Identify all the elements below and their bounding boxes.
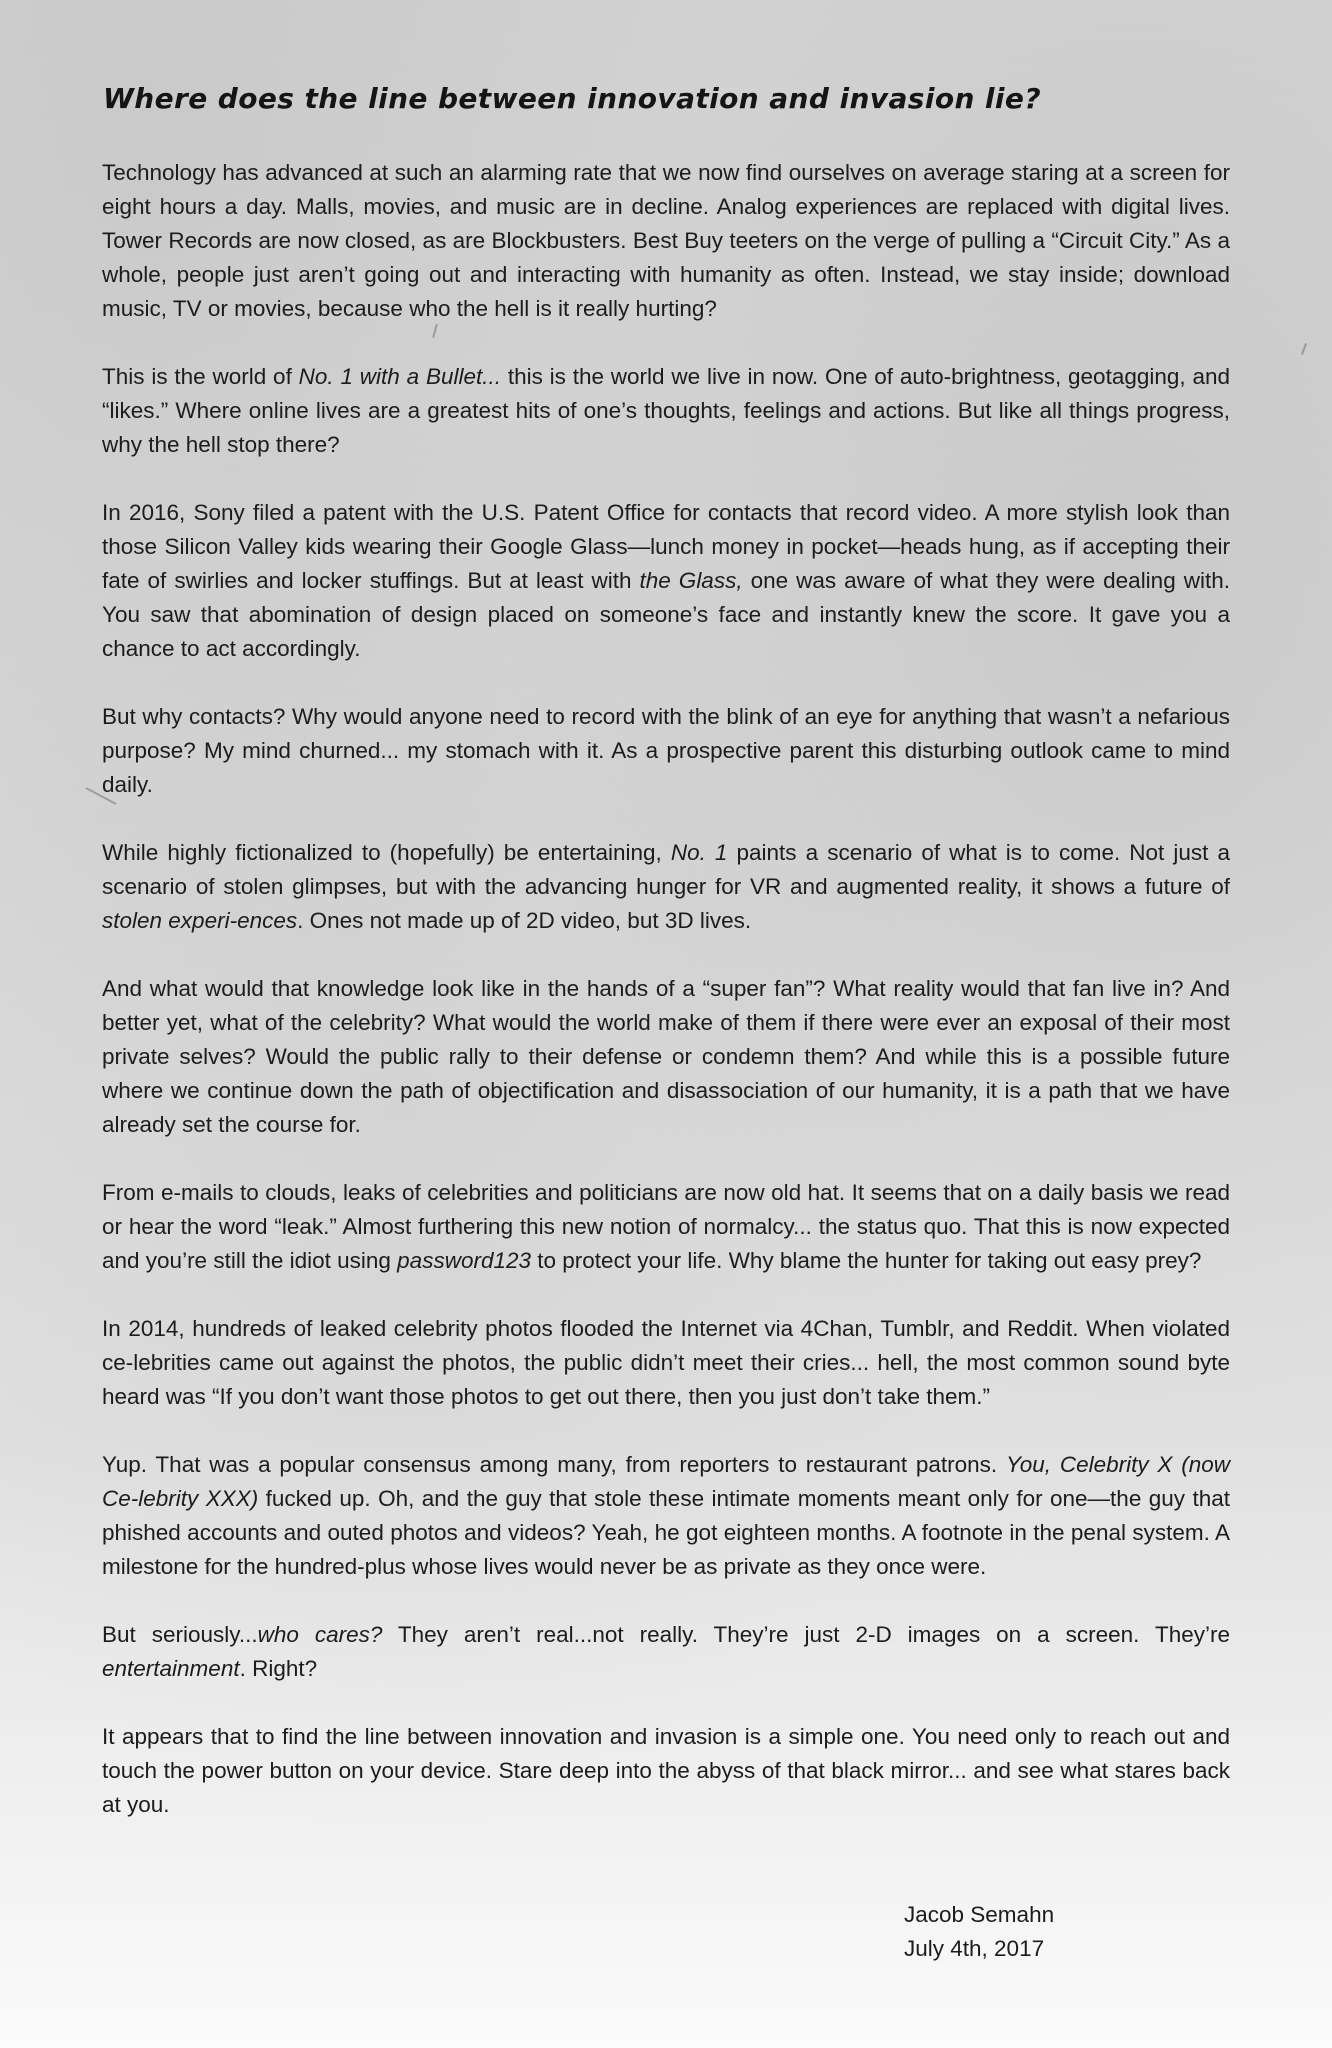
paragraph: In 2014, hundreds of leaked celebrity photos flooded the Internet via 4Chan, Tumblr, and Reddit. When violated ce-lebrities came out against the photos, the public didn’t meet their cries... hell, the most common sound byte heard was “If you don’t want those photos to get out there, then you just don’t take them.” xyxy=(102,1316,1230,1409)
paragraph: In 2016, Sony filed a patent with the U.S. Patent Office for contacts that record video. A more stylish look than those Silicon Valley kids wearing their Google Glass—lunch money in pocket—heads hung, as if accepting their fate of swirlies and locker stuffings. But at least with the Glass, one was aware of what they were dealing with. You saw that abomination of design placed on someone’s face and instantly knew the score. It gave you a chance to act accordingly. xyxy=(102,500,1230,661)
signature-date: July 4th, 2017 xyxy=(904,1936,1045,1961)
paragraph: From e-mails to clouds, leaks of celebrities and politicians are now old hat. It seems that on a daily basis we read or hear the word “leak.” Almost furthering this new notion of normalcy... the status quo. That this is now expected and you’re still the idiot using password123 to protect your life. Why blame the hunter for taking out easy prey? xyxy=(102,1180,1230,1273)
essay-body xyxy=(102,156,1230,1856)
paragraph: But seriously...who cares? They aren’t real...not really. They’re just 2-D images on a screen. They’re entertainment. Right? xyxy=(102,1622,1230,1681)
paragraph: This is the world of No. 1 with a Bullet... this is the world we live in now. One of auto-brightness, geotagging, and “likes.” Where online lives are a greatest hits of one’s thoughts, feelings and actions. But like all things progress, why the hell stop there? xyxy=(102,364,1230,457)
paragraph: While highly fictionalized to (hopefully) be entertaining, No. 1 paints a scenario of what is to come. Not just a scenario of stolen glimpses, but with the advancing hunger for VR and augmented reality, it shows a future of stolen experi-ences. Ones not made up of 2D video, but 3D lives. xyxy=(102,840,1230,933)
author-name: Jacob Semahn xyxy=(904,1902,1055,1927)
page-title: Where does the line between innovation and invasion lie? xyxy=(103,82,1041,115)
paragraph: Yup. That was a popular consensus among many, from reporters to restaurant patrons. You, Celebrity X (now Ce-lebrity XXX) fucked up. Oh, and the guy that stole these intimate moments meant only for one—the guy that phished accounts and outed photos and videos? Yeah, he got eighteen months. A footnote in the penal system. A milestone for the hundred-plus whose lives would never be as private as they once were. xyxy=(102,1452,1230,1579)
paper-scratch xyxy=(1301,343,1307,355)
paragraph: But why contacts? Why would anyone need to record with the blink of an eye for anything that wasn’t a nefarious purpose? My mind churned... my stomach with it. As a prospective parent this disturbing outlook came to mind daily. xyxy=(102,704,1230,797)
paragraph: It appears that to find the line between innovation and invasion is a simple one. You need only to reach out and touch the power button on your device. Stare deep into the abyss of that black mirror... and see what stares back at you. xyxy=(102,1724,1230,1817)
signature-block xyxy=(904,1898,1054,1966)
paragraph: And what would that knowledge look like in the hands of a “super fan”? What reality would that fan live in? And better yet, what of the celebrity? What would the world make of them if there were ever an exposal of their most private selves? Would the public rally to their defense or condemn them? And while this is a possible future where we continue down the path of objectification and disassociation of our humanity, it is a path that we have already set the course for. xyxy=(102,976,1230,1137)
paragraph: Technology has advanced at such an alarming rate that we now find ourselves on average staring at a screen for eight hours a day. Malls, movies, and music are in decline. Analog experiences are replaced with digital lives. Tower Records are now closed, as are Blockbusters. Best Buy teeters on the verge of pulling a “Circuit City.” As a whole, people just aren’t going out and interacting with humanity as often. Instead, we stay inside; download music, TV or movies, because who the hell is it really hurting? xyxy=(102,160,1230,321)
